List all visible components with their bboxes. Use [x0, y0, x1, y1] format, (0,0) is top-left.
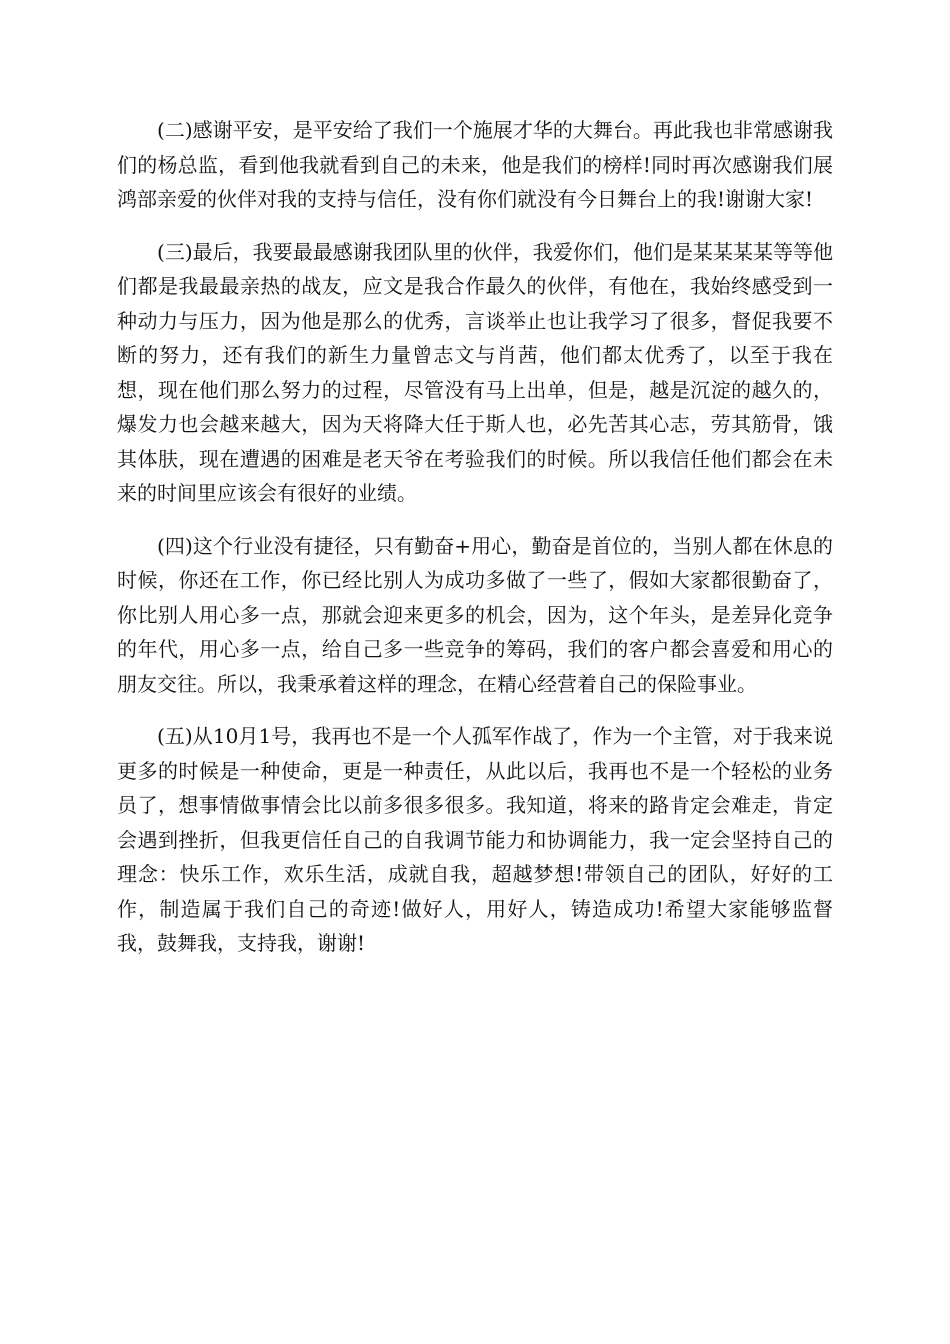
paragraph-supervisor: (五)从10月1号，我再也不是一个人孤军作战了，作为一个主管，对于我来说更多的时候是一种使命，更是一种责任，从此以后，我再也不是一个轻松的业务员了，想事情做事情会比以前多很多很多。我知道，将来的路肯定会难走，肯定会遇到挫折，但我更信任自己的自我调节能力和协调能力，我一定会坚持自己的理念：快乐工作，欢乐生活，成就自我，超越梦想!带领自己的团队，好好的工作，制造属于我们自己的奇迹!做好人，用好人，铸造成功!希望大家能够监督我，鼓舞我，支持我，谢谢!	[117, 724, 833, 955]
paragraph-thanks-team: (三)最后，我要最最感谢我团队里的伙伴，我爱你们，他们是某某某某等等他们都是我最最亲热的战友，应文是我合作最久的伙伴，有他在，我始终感受到一种动力与压力，因为他是那么的优秀，言谈举止也让我学习了很多，督促我要不断的努力，还有我们的新生力量曾志文与肖茜，他们都太优秀了，以至于我在想，现在他们那么努力的过程，尽管没有马上出单，但是，越是沉淀的越久的，爆发力也会越来越大，因为天将降大任于斯人也，必先苦其心志，劳其筋骨，饿其体肤，现在遭遇的困难是老天爷在考验我们的时候。所以我信任他们都会在未来的时间里应该会有很好的业绩。	[117, 239, 833, 505]
paragraph-thanks-pingan: (二)感谢平安，是平安给了我们一个施展才华的大舞台。再此我也非常感谢我们的杨总监，看到他我就看到自己的未来，他是我们的榜样!同时再次感谢我们展鸿部亲爱的伙伴对我的支持与信任，没有你们就没有今日舞台上的我!谢谢大家!	[117, 118, 833, 211]
paragraph-diligence: (四)这个行业没有捷径，只有勤奋+用心，勤奋是首位的，当别人都在休息的时候，你还在工作，你已经比别人为成功多做了一些了，假如大家都很勤奋了，你比别人用心多一点，那就会迎来更多的机会，因为，这个年头，是差异化竞争的年代，用心多一点，给自己多一些竞争的筹码，我们的客户都会喜爱和用心的朋友交往。所以，我秉承着这样的理念，在精心经营着自己的保险事业。	[117, 533, 833, 696]
document-body	[117, 113, 833, 979]
